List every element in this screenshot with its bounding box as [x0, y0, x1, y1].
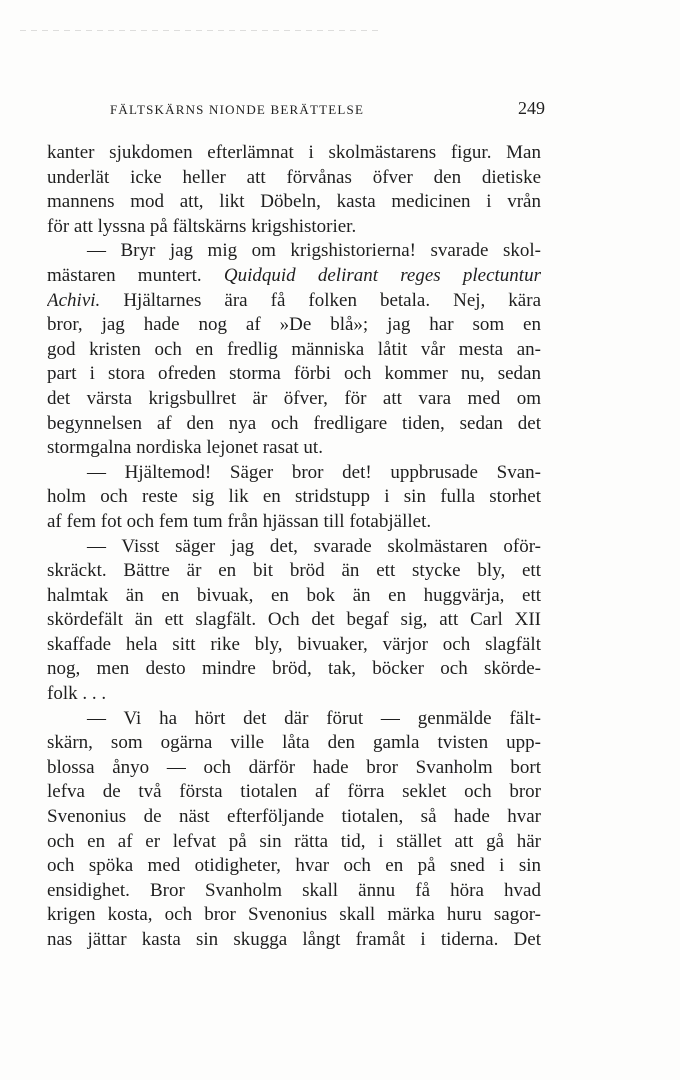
- line-text: Svenonius de näst efterföljande tiotalen, så hade hvar: [47, 806, 541, 828]
- text-line: [47, 264, 541, 289]
- text-line: [47, 485, 541, 510]
- line-text: mästaren muntert.: [47, 264, 202, 286]
- line-text: blossa ånyo — och därför hade bror Svanholm bort: [47, 756, 541, 778]
- text-line: [47, 461, 541, 486]
- line-text: underlät icke heller att förvånas öfver den dietiske: [47, 166, 541, 188]
- line-text: ensidighet. Bror Svanholm skall ännu få höra hvad: [47, 879, 541, 901]
- text-line: [47, 387, 541, 412]
- italic-phrase: Quidquid delirant reges plectuntur: [223, 264, 541, 286]
- italic-phrase: Achivi.: [47, 289, 101, 311]
- text-line: [47, 657, 541, 682]
- text-line: [47, 608, 541, 633]
- text-line: [47, 903, 541, 928]
- text-line: [47, 535, 541, 560]
- line-text: — Vi ha hört det där förut — genmälde fält-: [87, 707, 541, 729]
- line-text: krigen kosta, och bror Svenonius skall märka huru sagor-: [47, 904, 541, 926]
- text-line: [47, 239, 541, 264]
- line-text: Hjältarnes ära få folken betala. Nej, kära: [123, 289, 541, 311]
- line-text: nas jättar kasta sin skugga långt framåt i tiderna. Det: [47, 929, 541, 950]
- line-text: lefva de två första tiotalen af förra seklet och bror: [47, 781, 541, 803]
- text-line: [47, 756, 541, 781]
- line-text: — Visst säger jag det, svarade skolmästaren oför-: [87, 535, 541, 557]
- line-text: halmtak än en bivuak, en bok än en huggvärja, ett: [47, 584, 541, 606]
- scan-edge-artifact: [20, 30, 380, 31]
- line-text: — Hjältemod! Säger bror det! uppbrusade Svan-: [87, 461, 541, 483]
- line-text: — Bryr jag mig om krigshistorierna! svarade skol-: [87, 240, 541, 262]
- text-line: [47, 289, 541, 314]
- line-text: skärn, som ogärna ville låta den gamla tvisten upp-: [47, 732, 541, 754]
- line-text: skördefält än ett slagfält. Och det begaf sig, att Carl XII: [47, 609, 541, 631]
- text-line: [47, 166, 541, 191]
- text-line: [47, 830, 541, 855]
- text-line: [47, 854, 541, 879]
- text-line: [47, 682, 541, 707]
- text-line: [47, 362, 541, 387]
- text-line: [47, 436, 541, 461]
- page-number: 249: [518, 98, 545, 118]
- text-line: [47, 805, 541, 830]
- text-line: [47, 731, 541, 756]
- line-text: för att lyssna på fältskärns krigshistorier.: [47, 215, 357, 237]
- line-text: mannens mod att, likt Döbeln, kasta medicinen i vrån: [47, 191, 541, 213]
- line-text: och en af er lefvat på sin rätta tid, i stället att gå här: [47, 830, 541, 852]
- body-text: [47, 141, 541, 953]
- text-line: [47, 190, 541, 215]
- line-text: bror, jag hade nog af »De blå»; jag har som en: [47, 314, 541, 336]
- text-line: [47, 338, 541, 363]
- line-text: god kristen och en fredlig människa låtit vår mesta an-: [47, 338, 541, 360]
- line-text: folk . . .: [47, 683, 107, 705]
- text-line: [47, 215, 541, 240]
- text-line: [47, 313, 541, 338]
- text-line: [47, 780, 541, 805]
- line-text: skräckt. Bättre är en bit bröd än ett stycke bly, ett: [47, 560, 541, 582]
- line-text: nog, men desto mindre bröd, tak, böcker och skörde-: [47, 658, 541, 680]
- line-text: det värsta krigsbullret är öfver, för att vara med om: [47, 387, 541, 409]
- line-text: stormgalna nordiska lejonet rasat ut.: [47, 437, 323, 459]
- text-line: [47, 633, 541, 658]
- text-line: [47, 584, 541, 609]
- text-line: [47, 141, 541, 166]
- text-line: [47, 559, 541, 584]
- line-text: skaffade hela sitt rike bly, bivuaker, värjor och slagfält: [47, 633, 541, 655]
- line-text: part i stora ofreden storma förbi och kommer nu, sedan: [47, 363, 541, 385]
- line-text: kanter sjukdomen efterlämnat i skolmästarens figur. Man: [47, 142, 541, 163]
- line-text: begynnelsen af den nya och fredligare tiden, sedan det: [47, 412, 541, 434]
- text-line: [47, 707, 541, 732]
- text-line: [47, 510, 541, 535]
- running-title: FÄLTSKÄRNS NIONDE BERÄTTELSE: [110, 102, 365, 117]
- line-text: och spöka med otidigheter, hvar och en på sned i sin: [47, 855, 541, 877]
- text-line: [47, 879, 541, 904]
- text-line: [47, 928, 541, 953]
- page-header: [110, 98, 545, 124]
- line-text: af fem fot och fem tum från hjässan till fotabjället.: [47, 510, 432, 532]
- line-text: holm och reste sig lik en stridstupp i sin fulla storhet: [47, 486, 541, 508]
- text-line: [47, 412, 541, 437]
